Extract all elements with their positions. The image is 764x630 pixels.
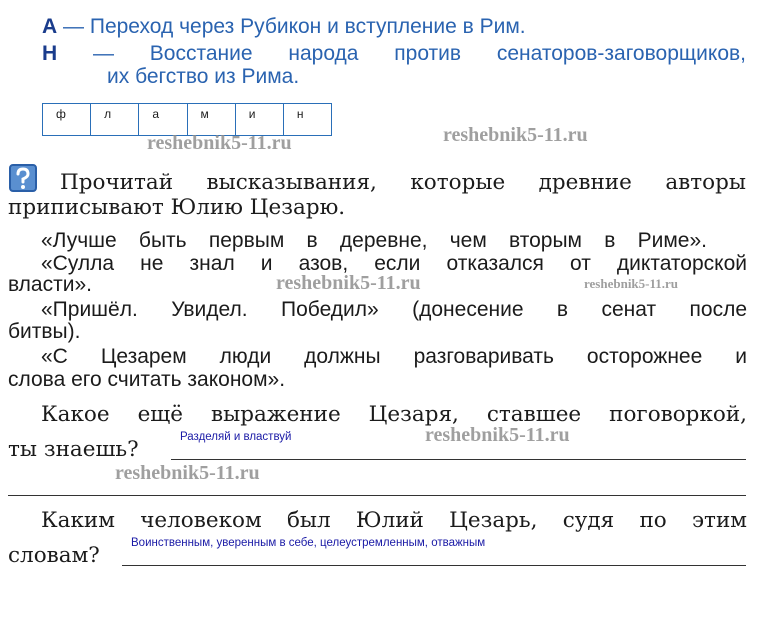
question-2-line1: Каким человеком был Юлий Цезарь, судя по этим: [41, 508, 747, 533]
question-1-line1: Какое ещё выражение Цезаря, ставшее поговоркой,: [41, 402, 747, 427]
answer-line-continuation: [107, 66, 299, 88]
quote-2-line2: власти».: [8, 273, 92, 296]
task-instruction-line2: приписывают Юлию Цезарю.: [8, 195, 346, 220]
watermark: reshebnik5-11.ru: [276, 272, 421, 294]
grid-cell: л: [91, 104, 139, 135]
watermark: reshebnik5-11.ru: [147, 132, 292, 154]
quote-4-line1: «С Цезарем люди должны разговаривать осторожнее и: [41, 345, 747, 368]
answer-letter-n: Н: [42, 42, 58, 65]
answer-1: Разделяй и властвуй: [180, 431, 292, 443]
answer-line-n: [42, 43, 746, 65]
grid-cell: ф: [43, 104, 91, 135]
watermark: reshebnik5-11.ru: [584, 276, 679, 291]
answer-1-line: [171, 459, 746, 460]
answer-2-line: [122, 565, 746, 566]
grid-cell: м: [188, 104, 236, 135]
answer-text-a: — Переход через Рубикон и вступление в Рим.: [63, 15, 526, 38]
quote-3-line1: «Пришёл. Увидел. Победил» (донесение в сенат после: [41, 298, 747, 321]
quote-2-line1: «Сулла не знал и азов, если отказался от диктаторской: [41, 252, 747, 275]
quote-3-line2: битвы).: [8, 320, 81, 343]
grid-cell: а: [139, 104, 187, 135]
watermark: reshebnik5-11.ru: [115, 462, 260, 484]
quote-1: «Лучше быть первым в деревне, чем вторым в Риме».: [41, 229, 707, 252]
grid-cell: н: [296, 107, 304, 121]
answer-2: Воинственным, уверенным в себе, целеустремленным, отважным: [131, 537, 486, 549]
answer-text-continuation: их бегство из Рима.: [107, 65, 300, 88]
grid-cell: и: [236, 104, 284, 135]
watermark: reshebnik5-11.ru: [425, 424, 570, 446]
task-instruction-line1: Прочитай высказывания, которые древние авторы: [60, 170, 746, 195]
task-icon: [8, 163, 38, 193]
answer-1-extra-line: [8, 495, 746, 496]
answer-line-a: [42, 16, 526, 38]
question-1-line2: ты знаешь?: [8, 437, 139, 462]
answer-text-n: — Восстание народа против сенаторов-заговорщиков,: [92, 42, 746, 65]
answer-letter-a: А: [42, 15, 58, 38]
quote-4-line2: слова его считать законом».: [8, 368, 286, 391]
watermark: reshebnik5-11.ru: [443, 124, 588, 146]
question-2-line2: словам?: [8, 543, 100, 568]
